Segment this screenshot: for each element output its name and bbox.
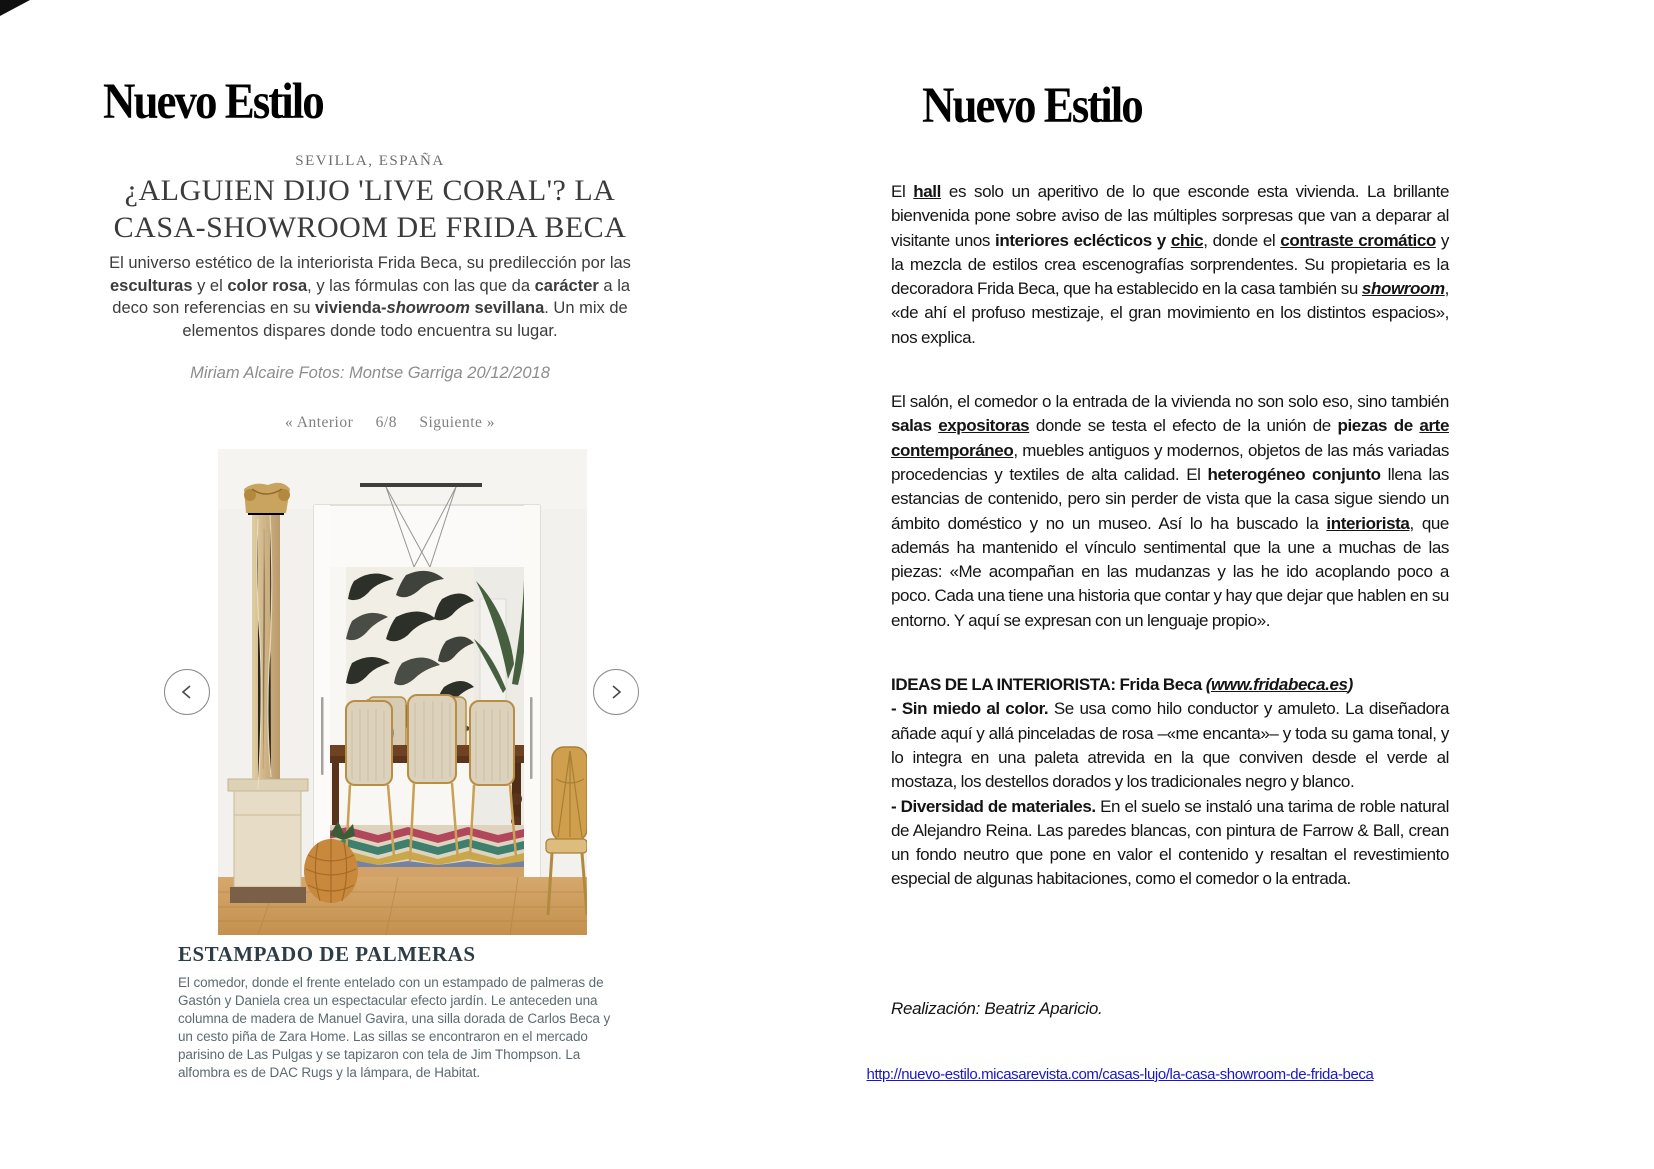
photo-caption-title: ESTAMPADO DE PALMERAS (178, 942, 476, 966)
location-kicker: SEVILLA, ESPAÑA (295, 153, 445, 169)
nuevo-estilo-logo-left: Nuevo Estilo (103, 73, 323, 130)
pagination-counter: 6/8 (375, 414, 397, 431)
credit-line: Realización: Beatriz Aparicio. (891, 999, 1103, 1018)
chevron-left-icon (178, 683, 196, 701)
scan-corner-artifact (0, 0, 30, 16)
byline: Miriam Alcaire Fotos: Montse Garriga 20/12/2018 (190, 364, 550, 382)
pagination-prev-link[interactable]: « Anterior (284, 414, 354, 431)
article-body (891, 180, 1449, 892)
carousel-pagination (100, 414, 680, 432)
nuevo-estilo-logo-right: Nuevo Estilo (922, 77, 1142, 134)
pagination-next-link[interactable]: Siguiente » (419, 414, 496, 431)
body-paragraph-2: El salón, el comedor o la entrada de la vivienda no son solo eso, sino también salas expositoras donde se testa el efecto de la unión de piezas de arte contemporáneo, muebles antiguos y modernos, objetos de las más variadas procedencias y textiles de alta calidad. El heterogéneo conjunto llena las estancias de contenido, pero sin perder de vista que la casa sigue siendo un ámbito doméstico y no un museo. Así lo ha buscado la interiorista, que además ha mantenido el vínculo sentimental que la une a muchas de las piezas: «Me acompañan en las mudanzas y las he ido acoplando poco a poco. Cada una tiene una historia que contar y hay que dejar que hablen en su entorno. Y aquí se expresan con un lenguaje propio». (891, 392, 1449, 630)
body-paragraph-1: El hall es solo un aperitivo de lo que esconde esta vivienda. La brillante bienvenida pone sobre aviso de las múltiples sorpresas que van a deparar al visitante unos interiores eclécticos y chic, donde el contraste cromático y la mezcla de estilos crea escenografías sorprendentes. Su propietaria es la decoradora Frida Beca, que ha establecido en la casa también su showroom, «de ahí el profuso mestizaje, el gran movimiento en los distintos espacios», nos explica. (891, 182, 1449, 347)
photo-caption-text: El comedor, donde el frente entelado con un estampado de palmeras de Gastón y Daniela crea un espectacular efecto jardín. Le anteceden una columna de madera de Manuel Gavira, una silla dorada de Carlos Beca y un cesto piña de Zara Home. Las sillas se encontraron en el mercado parisino de Las Pulgas y se tapizaron con tela de Jim Thompson. La alfombra es de DAC Rugs y la lámpara, de Habitat. (178, 975, 611, 1080)
body-paragraph-ideas: IDEAS DE LA INTERIORISTA: Frida Beca (www.fridabeca.es) - Sin miedo al color. Se usa como hilo conductor y amuleto. La diseñadora añade aquí y allá pinceladas de rosa –«me encanta»– y toda su gama tonal, y lo integra en una paleta atrevida en la que conviven desde el verde al mostaza, los destellos dorados y los tradicionales negro y blanco. - Diversidad de materiales. En el suelo se instaló una tarima de roble natural de Alejandro Reina. Las paredes blancas, con pintura de Farrow & Ball, crean un fondo neutro que pone en valor el contenido y resaltan el revestimiento especial de algunas habitaciones, como el comedor o la entrada. (891, 675, 1450, 889)
carousel-prev-button[interactable] (164, 669, 210, 715)
chevron-right-icon (607, 683, 625, 701)
carousel-next-button[interactable] (593, 669, 639, 715)
article-headline (70, 172, 670, 246)
headline-line-1: ¿ALGUIEN DIJO 'LIVE CORAL'? LA (124, 174, 616, 207)
headline-line-2: CASA-SHOWROOM DE FRIDA BECA (113, 211, 627, 244)
article-source-link[interactable]: http://nuevo-estilo.micasarevista.com/casas-lujo/la-casa-showroom-de-frida-beca (866, 1066, 1374, 1083)
dining-room-photo (218, 449, 587, 935)
article-standfirst: El universo estético de la interiorista Frida Beca, su predilección por las esculturas y el color rosa, y las fórmulas con las que da carácter a la deco son referencias en su vivienda-showroom sevillana. Un mix de elementos dispares donde todo encuentra su lugar. (109, 254, 631, 340)
